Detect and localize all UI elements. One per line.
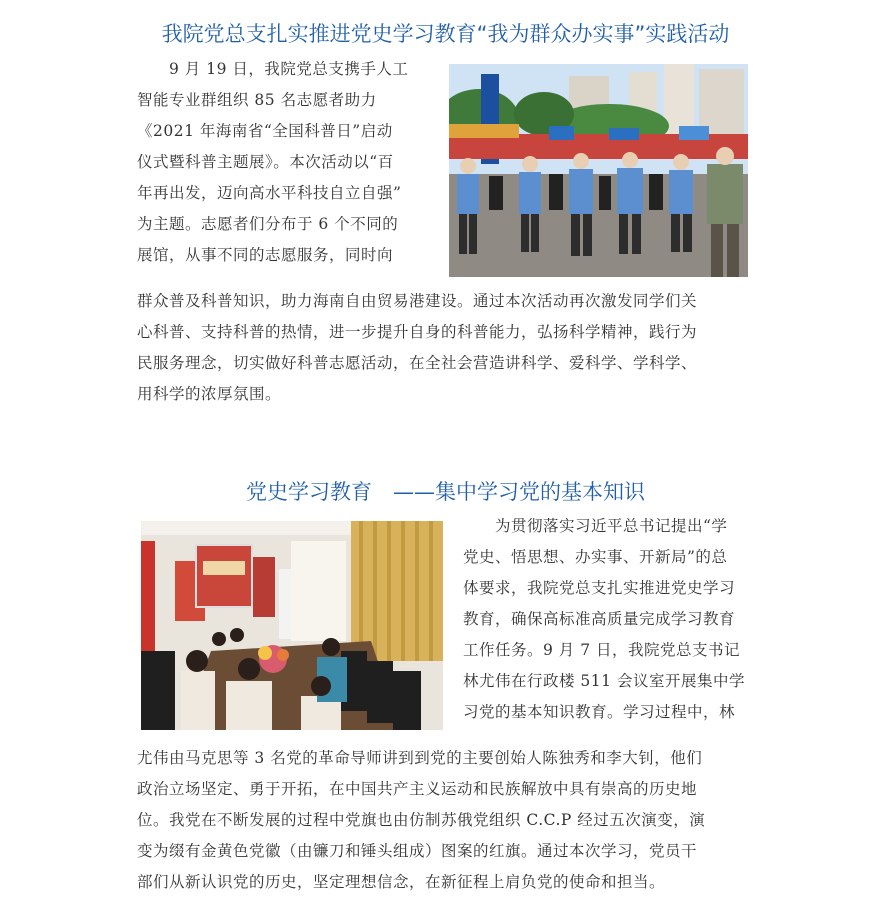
article-2-paragraph-side xyxy=(463,511,763,728)
text-line: 用科学的浓厚氛围。 xyxy=(137,385,282,403)
article-1-paragraph-full xyxy=(137,286,767,410)
text-line: 为贯彻落实习近平总书记提出“学 xyxy=(463,517,728,535)
text-line: 群众普及科普知识，助力海南自由贸易港建设。通过本次活动再次激发同学们关 xyxy=(137,292,698,310)
text-line: 仪式暨科普主题展》。本次活动以“百 xyxy=(137,153,394,171)
text-line: 智能专业群组织 85 名志愿者助力 xyxy=(137,91,377,109)
text-line: 心科普、支持科普的热情，进一步提升自身的科普能力，弘扬科学精神，践行为 xyxy=(137,323,698,341)
text-line: 体要求，我院党总支扎实推进党史学习 xyxy=(463,579,736,597)
text-line: 党史、悟思想、办实事、开新局”的总 xyxy=(463,548,728,566)
text-line: 工作任务。9 月 7 日，我院党总支书记 xyxy=(463,641,741,659)
article-2-paragraph-full xyxy=(137,743,767,898)
text-line: 年再出发，迈向高水平科技自立自强” xyxy=(137,184,402,202)
text-line: 《2021 年海南省“全国科普日”启动 xyxy=(137,122,393,140)
text-line: 展馆，从事不同的志愿服务，同时向 xyxy=(137,246,394,264)
text-line: 林尤伟在行政楼 511 会议室开展集中学 xyxy=(463,672,745,690)
text-line: 教育，确保高标准高质量完成学习教育 xyxy=(463,610,736,628)
text-line: 变为缀有金黄色党徽（由镰刀和锤头组成）图案的红旗。通过本次学习，党员干 xyxy=(137,842,698,860)
text-line: 位。我党在不断发展的过程中党旗也由仿制苏俄党组织 C.C.P 经过五次演变，演 xyxy=(137,811,706,829)
meeting-room-photo xyxy=(141,521,443,730)
article-2-title: 党史学习教育 ——集中学习党的基本知识 xyxy=(246,480,645,504)
text-line: 为主题。志愿者们分布于 6 个不同的 xyxy=(137,215,399,233)
text-line: 民服务理念，切实做好科普志愿活动，在全社会营造讲科学、爱科学、学科学、 xyxy=(137,354,698,372)
text-line: 习党的基本知识教育。学习过程中，林 xyxy=(463,703,736,721)
text-line: 尤伟由马克思等 3 名党的革命导师讲到到党的主要创始人陈独秀和李大钊，他们 xyxy=(137,749,703,767)
volunteers-photo xyxy=(449,64,748,277)
text-line: 部们从新认识党的历史，坚定理想信念，在新征程上肩负党的使命和担当。 xyxy=(137,873,666,891)
text-line: 政治立场坚定、勇于开拓，在中国共产主义运动和民族解放中具有崇高的历史地 xyxy=(137,780,698,798)
article-1-title: 我院党总支扎实推进党史学习教育“我为群众办实事”实践活动 xyxy=(161,22,730,46)
article-1-paragraph-side xyxy=(137,54,437,271)
text-line: 9 月 19 日，我院党总支携手人工 xyxy=(137,60,409,78)
